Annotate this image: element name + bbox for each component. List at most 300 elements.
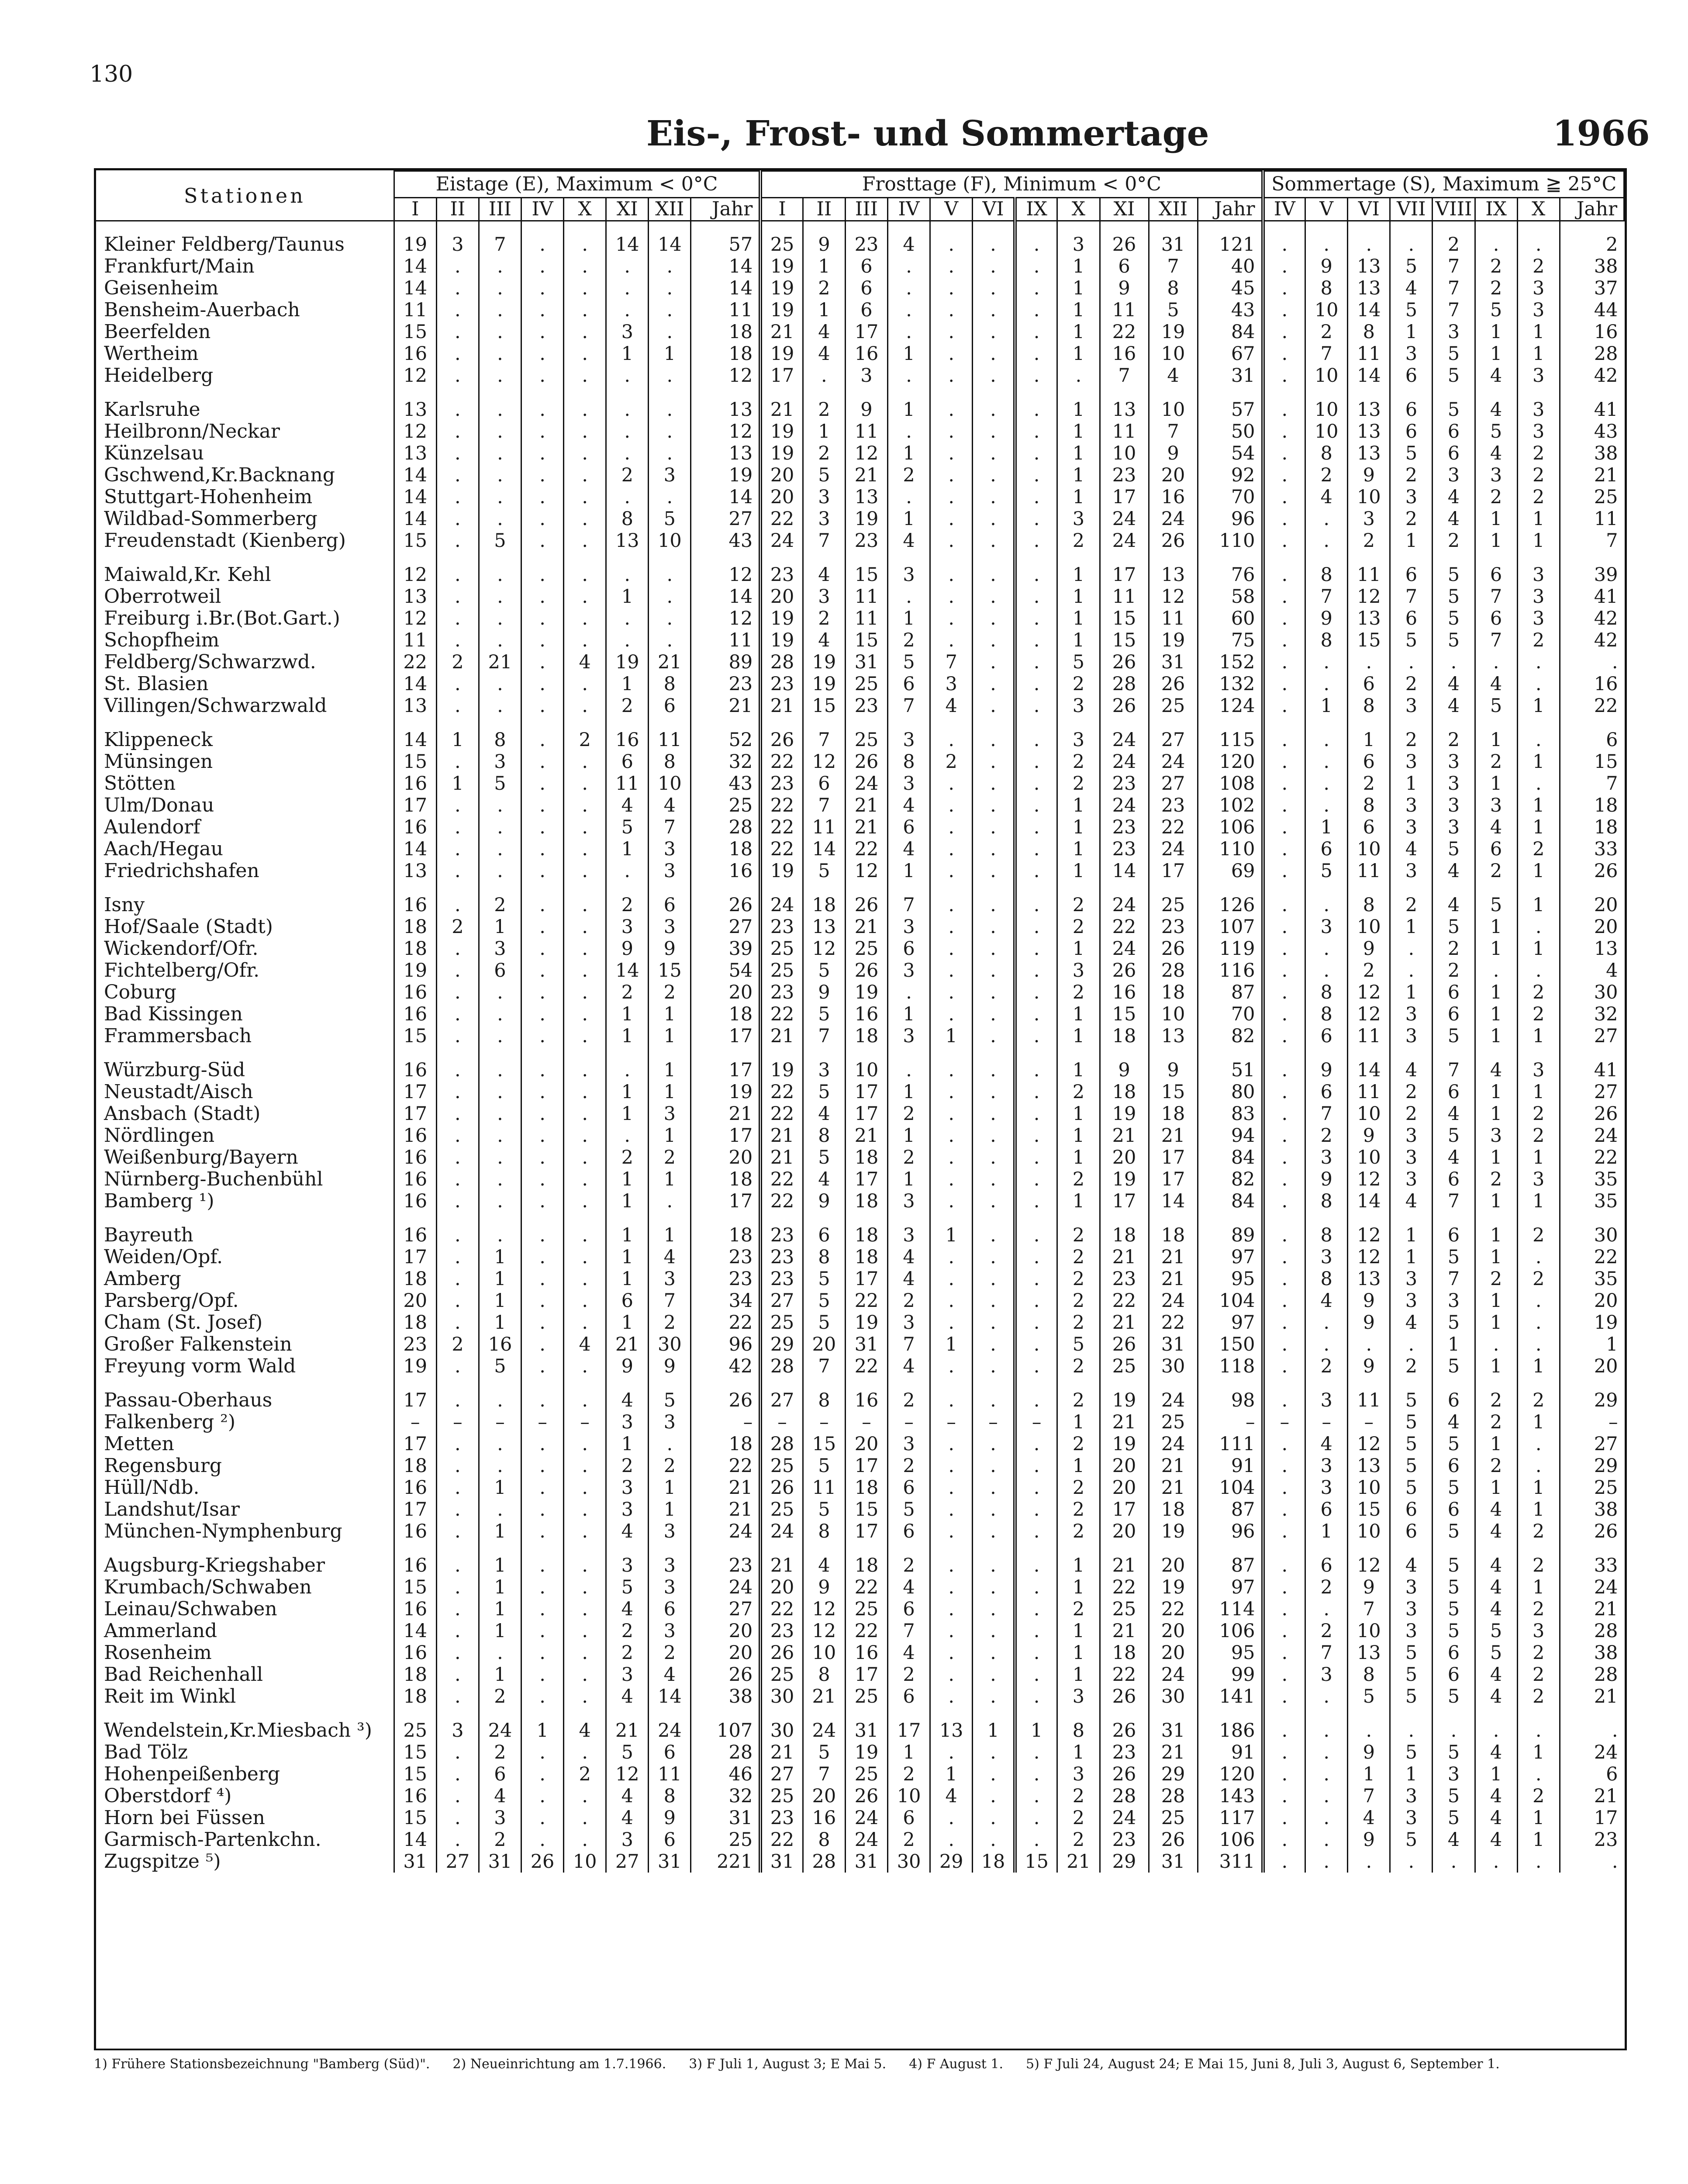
- value-cell: 1: [1475, 1224, 1517, 1246]
- value-cell: .: [973, 1025, 1015, 1047]
- value-cell: .: [973, 1555, 1015, 1576]
- value-cell: 21: [845, 1125, 887, 1147]
- value-cell: 4: [1305, 1290, 1348, 1312]
- value-cell: 22: [760, 1190, 803, 1212]
- value-cell: 13: [1348, 421, 1390, 442]
- value-cell: .: [479, 421, 521, 442]
- value-cell: .: [479, 816, 521, 838]
- value-cell: .: [436, 1433, 479, 1455]
- value-cell: 24: [1149, 1290, 1198, 1312]
- value-cell: 14: [803, 838, 845, 860]
- value-cell: .: [1560, 1720, 1624, 1742]
- value-cell: .: [930, 894, 973, 916]
- value-cell: .: [973, 981, 1015, 1003]
- value-cell: .: [1263, 729, 1305, 751]
- value-cell: 2: [1390, 1103, 1433, 1125]
- value-cell: 52: [691, 729, 760, 751]
- value-cell: 9: [1348, 1829, 1390, 1851]
- value-cell: 3: [649, 1268, 691, 1290]
- value-cell: 13: [394, 399, 436, 421]
- value-cell: 3: [888, 1224, 930, 1246]
- value-cell: 186: [1198, 1720, 1263, 1742]
- value-cell: .: [436, 343, 479, 365]
- value-cell: 28: [1560, 1620, 1624, 1642]
- value-cell: –: [436, 1411, 479, 1433]
- value-cell: .: [1263, 1686, 1305, 1707]
- value-cell: 22: [760, 1168, 803, 1190]
- value-cell: 23: [760, 981, 803, 1003]
- value-cell: 13: [1348, 399, 1390, 421]
- table-row: [96, 651, 1624, 673]
- month-header-eis-xii: XII: [649, 198, 691, 221]
- value-cell: .: [1015, 321, 1057, 343]
- value-cell: .: [1305, 673, 1348, 695]
- value-cell: .: [564, 421, 606, 442]
- value-cell: .: [1015, 651, 1057, 673]
- value-cell: 89: [1198, 1224, 1263, 1246]
- value-cell: .: [1263, 938, 1305, 960]
- value-cell: .: [521, 894, 564, 916]
- value-cell: 1: [1057, 608, 1100, 629]
- value-cell: 20: [1100, 1521, 1149, 1542]
- value-cell: 17: [1560, 1807, 1624, 1829]
- frosttage-header: Frosttage (F), Minimum < 0°C: [760, 171, 1263, 198]
- value-cell: .: [888, 365, 930, 387]
- value-cell: 2: [606, 981, 649, 1003]
- value-cell: 16: [691, 860, 760, 882]
- value-cell: 3: [1517, 365, 1560, 387]
- value-cell: .: [1015, 442, 1057, 464]
- value-cell: 114: [1198, 1598, 1263, 1620]
- value-cell: 23: [760, 916, 803, 938]
- value-cell: .: [1015, 1555, 1057, 1576]
- value-cell: 8: [1057, 1720, 1100, 1742]
- value-cell: .: [521, 960, 564, 981]
- value-cell: .: [973, 277, 1015, 299]
- value-cell: 1: [479, 1598, 521, 1620]
- value-cell: 17: [1149, 1168, 1198, 1190]
- value-cell: 1: [1475, 508, 1517, 530]
- value-cell: 2: [1517, 256, 1560, 277]
- value-cell: 2: [1517, 464, 1560, 486]
- value-cell: 4: [888, 530, 930, 552]
- value-cell: 19: [760, 299, 803, 321]
- value-cell: 3: [1390, 695, 1433, 717]
- value-cell: 31: [845, 651, 887, 673]
- value-cell: .: [521, 1290, 564, 1312]
- value-cell: .: [436, 695, 479, 717]
- value-cell: .: [1305, 795, 1348, 816]
- value-cell: 5: [1433, 1025, 1475, 1047]
- value-cell: .: [930, 773, 973, 795]
- value-cell: .: [564, 1829, 606, 1851]
- value-cell: 3: [1057, 729, 1100, 751]
- table-row: [96, 960, 1624, 981]
- value-cell: .: [930, 1642, 973, 1664]
- value-cell: 1: [1057, 795, 1100, 816]
- table-row: [96, 1147, 1624, 1168]
- value-cell: 19: [394, 1355, 436, 1377]
- value-cell: 12: [606, 1763, 649, 1785]
- value-cell: 22: [1100, 321, 1149, 343]
- value-cell: .: [1015, 421, 1057, 442]
- value-cell: 2: [1057, 1312, 1100, 1334]
- value-cell: .: [1263, 1334, 1305, 1355]
- value-cell: .: [564, 1147, 606, 1168]
- value-cell: .: [479, 442, 521, 464]
- value-cell: .: [521, 365, 564, 387]
- value-cell: 18: [845, 1224, 887, 1246]
- value-cell: 22: [845, 838, 887, 860]
- group-spacer: [96, 1542, 1624, 1555]
- value-cell: 16: [479, 1334, 521, 1355]
- value-cell: 12: [691, 421, 760, 442]
- value-cell: 11: [1348, 860, 1390, 882]
- value-cell: –: [760, 1411, 803, 1433]
- value-cell: 5: [1433, 1312, 1475, 1334]
- value-cell: 1: [1057, 1742, 1100, 1763]
- table-row: [96, 1686, 1624, 1707]
- value-cell: 7: [803, 1763, 845, 1785]
- value-cell: .: [1305, 1829, 1348, 1851]
- value-cell: 5: [1433, 1785, 1475, 1807]
- value-cell: 1: [1390, 773, 1433, 795]
- value-cell: 6: [1348, 673, 1390, 695]
- value-cell: 6: [1433, 1664, 1475, 1686]
- value-cell: 16: [394, 1147, 436, 1168]
- value-cell: 10: [1348, 1147, 1390, 1168]
- value-cell: .: [479, 277, 521, 299]
- value-cell: .: [973, 1125, 1015, 1147]
- value-cell: 24: [803, 1720, 845, 1742]
- value-cell: 2: [888, 1147, 930, 1168]
- value-cell: 1: [1390, 321, 1433, 343]
- value-cell: .: [1517, 673, 1560, 695]
- value-cell: 3: [1433, 464, 1475, 486]
- value-cell: 24: [760, 1521, 803, 1542]
- value-cell: 4: [1475, 673, 1517, 695]
- value-cell: 7: [803, 1355, 845, 1377]
- value-cell: .: [1305, 773, 1348, 795]
- value-cell: .: [479, 1455, 521, 1477]
- value-cell: 6: [845, 277, 887, 299]
- value-cell: .: [564, 751, 606, 773]
- value-cell: .: [1015, 1807, 1057, 1829]
- value-cell: .: [1263, 1168, 1305, 1190]
- value-cell: .: [436, 1829, 479, 1851]
- value-cell: 12: [1348, 1168, 1390, 1190]
- value-cell: 2: [606, 1620, 649, 1642]
- value-cell: .: [521, 1059, 564, 1081]
- value-cell: .: [479, 1081, 521, 1103]
- value-cell: .: [930, 1355, 973, 1377]
- value-cell: 9: [803, 1576, 845, 1598]
- value-cell: 24: [1560, 1742, 1624, 1763]
- value-cell: 1: [1475, 916, 1517, 938]
- value-cell: .: [1390, 651, 1433, 673]
- value-cell: 58: [1198, 586, 1263, 608]
- value-cell: .: [1015, 1742, 1057, 1763]
- value-cell: 16: [394, 1003, 436, 1025]
- value-cell: 9: [803, 1190, 845, 1212]
- value-cell: .: [479, 608, 521, 629]
- value-cell: 1: [1390, 916, 1433, 938]
- month-header-sommer-ix: IX: [1475, 198, 1517, 221]
- value-cell: .: [1390, 234, 1433, 256]
- value-cell: 6: [1390, 564, 1433, 586]
- value-cell: .: [521, 1521, 564, 1542]
- value-cell: 1: [1475, 938, 1517, 960]
- table-row: [96, 1576, 1624, 1598]
- value-cell: .: [930, 343, 973, 365]
- value-cell: 5: [1348, 1686, 1390, 1707]
- value-cell: 19: [691, 1081, 760, 1103]
- station-name: Amberg: [104, 1268, 181, 1290]
- value-cell: .: [1263, 1785, 1305, 1807]
- value-cell: 2: [1057, 1246, 1100, 1268]
- value-cell: 3: [649, 838, 691, 860]
- value-cell: 5: [1433, 838, 1475, 860]
- value-cell: 5: [803, 1499, 845, 1521]
- value-cell: 70: [1198, 486, 1263, 508]
- value-cell: 20: [1149, 1555, 1198, 1576]
- value-cell: 13: [845, 486, 887, 508]
- value-cell: 18: [1100, 1224, 1149, 1246]
- station-name: München-Nymphenburg: [104, 1521, 342, 1542]
- value-cell: 2: [1475, 1268, 1517, 1290]
- value-cell: 5: [1390, 1389, 1433, 1411]
- value-cell: 18: [803, 894, 845, 916]
- value-cell: 43: [1198, 299, 1263, 321]
- value-cell: 22: [1149, 1598, 1198, 1620]
- value-cell: 2: [479, 1742, 521, 1763]
- value-cell: .: [479, 838, 521, 860]
- value-cell: .: [1263, 608, 1305, 629]
- value-cell: 11: [845, 586, 887, 608]
- table-row: [96, 894, 1624, 916]
- value-cell: .: [564, 1598, 606, 1620]
- value-cell: 16: [394, 773, 436, 795]
- value-cell: .: [1015, 695, 1057, 717]
- value-cell: 13: [803, 916, 845, 938]
- value-cell: .: [1015, 1499, 1057, 1521]
- value-cell: .: [1263, 1576, 1305, 1598]
- value-cell: 8: [1348, 894, 1390, 916]
- value-cell: 15: [394, 1576, 436, 1598]
- value-cell: 18: [691, 1168, 760, 1190]
- value-cell: 23: [1100, 1268, 1149, 1290]
- value-cell: 2: [564, 729, 606, 751]
- value-cell: 3: [1390, 1620, 1433, 1642]
- value-cell: 6: [606, 1290, 649, 1312]
- value-cell: 3: [1390, 751, 1433, 773]
- value-cell: 2: [1390, 464, 1433, 486]
- value-cell: 12: [1348, 586, 1390, 608]
- value-cell: 16: [394, 981, 436, 1003]
- value-cell: .: [1348, 651, 1390, 673]
- value-cell: .: [606, 608, 649, 629]
- value-cell: 6: [1433, 421, 1475, 442]
- value-cell: .: [521, 1103, 564, 1125]
- value-cell: 2: [1517, 1224, 1560, 1246]
- value-cell: 82: [1198, 1025, 1263, 1047]
- station-name: Hohenpeißenberg: [104, 1763, 280, 1785]
- value-cell: 1: [649, 1003, 691, 1025]
- value-cell: .: [436, 816, 479, 838]
- value-cell: .: [1305, 651, 1348, 673]
- value-cell: .: [564, 860, 606, 882]
- value-cell: 2: [1057, 1224, 1100, 1246]
- value-cell: .: [1015, 1147, 1057, 1168]
- value-cell: 14: [691, 256, 760, 277]
- value-cell: 6: [1100, 256, 1149, 277]
- value-cell: .: [973, 1521, 1015, 1542]
- value-cell: 69: [1198, 860, 1263, 882]
- value-cell: 15: [1348, 1499, 1390, 1521]
- value-cell: 3: [1390, 343, 1433, 365]
- value-cell: 2: [1517, 1125, 1560, 1147]
- value-cell: 5: [803, 1081, 845, 1103]
- value-cell: 2: [606, 1455, 649, 1477]
- value-cell: 23: [691, 1555, 760, 1576]
- value-cell: 1: [479, 916, 521, 938]
- value-cell: 22: [394, 651, 436, 673]
- station-name: Aulendorf: [104, 816, 200, 838]
- value-cell: 7: [1305, 343, 1348, 365]
- value-cell: .: [1263, 1190, 1305, 1212]
- value-cell: 23: [760, 564, 803, 586]
- value-cell: .: [479, 1125, 521, 1147]
- value-cell: 20: [691, 1642, 760, 1664]
- value-cell: 11: [649, 729, 691, 751]
- value-cell: 4: [888, 1642, 930, 1664]
- value-cell: 4: [1433, 1147, 1475, 1168]
- value-cell: .: [1263, 1477, 1305, 1499]
- month-header-frost-x: X: [1057, 198, 1100, 221]
- value-cell: 9: [803, 234, 845, 256]
- value-cell: 7: [803, 729, 845, 751]
- value-cell: 13: [1149, 1025, 1198, 1047]
- value-cell: 3: [1517, 564, 1560, 586]
- value-cell: 20: [760, 586, 803, 608]
- value-cell: .: [1390, 1334, 1433, 1355]
- value-cell: 6: [1560, 729, 1624, 751]
- value-cell: .: [564, 508, 606, 530]
- value-cell: .: [973, 586, 1015, 608]
- value-cell: 1: [1305, 1521, 1348, 1542]
- value-cell: 27: [691, 916, 760, 938]
- value-cell: 4: [649, 1664, 691, 1686]
- station-name: Reit im Winkl: [104, 1686, 236, 1707]
- value-cell: .: [930, 981, 973, 1003]
- value-cell: .: [436, 838, 479, 860]
- value-cell: 3: [845, 365, 887, 387]
- value-cell: .: [521, 1224, 564, 1246]
- value-cell: 23: [1100, 838, 1149, 860]
- value-cell: 3: [888, 773, 930, 795]
- value-cell: .: [521, 1620, 564, 1642]
- value-cell: .: [521, 1168, 564, 1190]
- value-cell: 106: [1198, 1620, 1263, 1642]
- value-cell: 19: [1149, 1576, 1198, 1598]
- value-cell: 4: [803, 343, 845, 365]
- value-cell: 1: [1517, 1025, 1560, 1047]
- value-cell: .: [1263, 365, 1305, 387]
- value-cell: .: [521, 938, 564, 960]
- value-cell: 110: [1198, 530, 1263, 552]
- value-cell: 19: [845, 508, 887, 530]
- value-cell: 1: [1475, 1290, 1517, 1312]
- value-cell: .: [930, 399, 973, 421]
- value-cell: 8: [1348, 1664, 1390, 1686]
- table-row: [96, 486, 1624, 508]
- value-cell: .: [973, 695, 1015, 717]
- value-cell: .: [1517, 1246, 1560, 1268]
- value-cell: 24: [1149, 1433, 1198, 1455]
- value-cell: .: [564, 1686, 606, 1707]
- station-name: Kleiner Feldberg/Taunus: [104, 234, 345, 256]
- value-cell: 124: [1198, 695, 1263, 717]
- value-cell: .: [1263, 1555, 1305, 1576]
- value-cell: 22: [1100, 916, 1149, 938]
- value-cell: –: [1305, 1411, 1348, 1433]
- value-cell: 6: [1305, 1499, 1348, 1521]
- value-cell: –: [973, 1411, 1015, 1433]
- value-cell: 50: [1198, 421, 1263, 442]
- stations-header: Stationen: [96, 171, 394, 221]
- value-cell: .: [521, 1081, 564, 1103]
- value-cell: 1: [606, 1190, 649, 1212]
- station-name: Horn bei Füssen: [104, 1807, 265, 1829]
- value-cell: 4: [1475, 816, 1517, 838]
- value-cell: .: [930, 464, 973, 486]
- value-cell: 6: [1433, 1499, 1475, 1521]
- value-cell: .: [1263, 1433, 1305, 1455]
- value-cell: 4: [803, 629, 845, 651]
- value-cell: .: [649, 421, 691, 442]
- value-cell: .: [521, 234, 564, 256]
- value-cell: 1: [1057, 277, 1100, 299]
- value-cell: 18: [1100, 1025, 1149, 1047]
- value-cell: 1: [1057, 486, 1100, 508]
- value-cell: 14: [1149, 1190, 1198, 1212]
- value-cell: 17: [691, 1190, 760, 1212]
- value-cell: .: [1015, 1003, 1057, 1025]
- station-name: Friedrichshafen: [104, 860, 259, 882]
- table-row: [96, 1081, 1624, 1103]
- value-cell: 5: [1433, 1620, 1475, 1642]
- value-cell: 4: [649, 795, 691, 816]
- value-cell: 14: [691, 486, 760, 508]
- value-cell: 9: [1305, 1168, 1348, 1190]
- value-cell: 18: [845, 1025, 887, 1047]
- value-cell: 120: [1198, 751, 1263, 773]
- value-cell: 23: [394, 1334, 436, 1355]
- value-cell: 14: [1348, 1190, 1390, 1212]
- value-cell: .: [521, 1025, 564, 1047]
- value-cell: 15: [394, 1763, 436, 1785]
- value-cell: 11: [1348, 564, 1390, 586]
- value-cell: 5: [1433, 1521, 1475, 1542]
- value-cell: 1: [888, 1003, 930, 1025]
- eistage-header: Eistage (E), Maximum < 0°C: [394, 171, 760, 198]
- value-cell: 3: [803, 486, 845, 508]
- value-cell: 2: [1390, 508, 1433, 530]
- value-cell: 23: [1100, 816, 1149, 838]
- value-cell: .: [888, 256, 930, 277]
- value-cell: 8: [479, 729, 521, 751]
- value-cell: .: [1015, 1433, 1057, 1455]
